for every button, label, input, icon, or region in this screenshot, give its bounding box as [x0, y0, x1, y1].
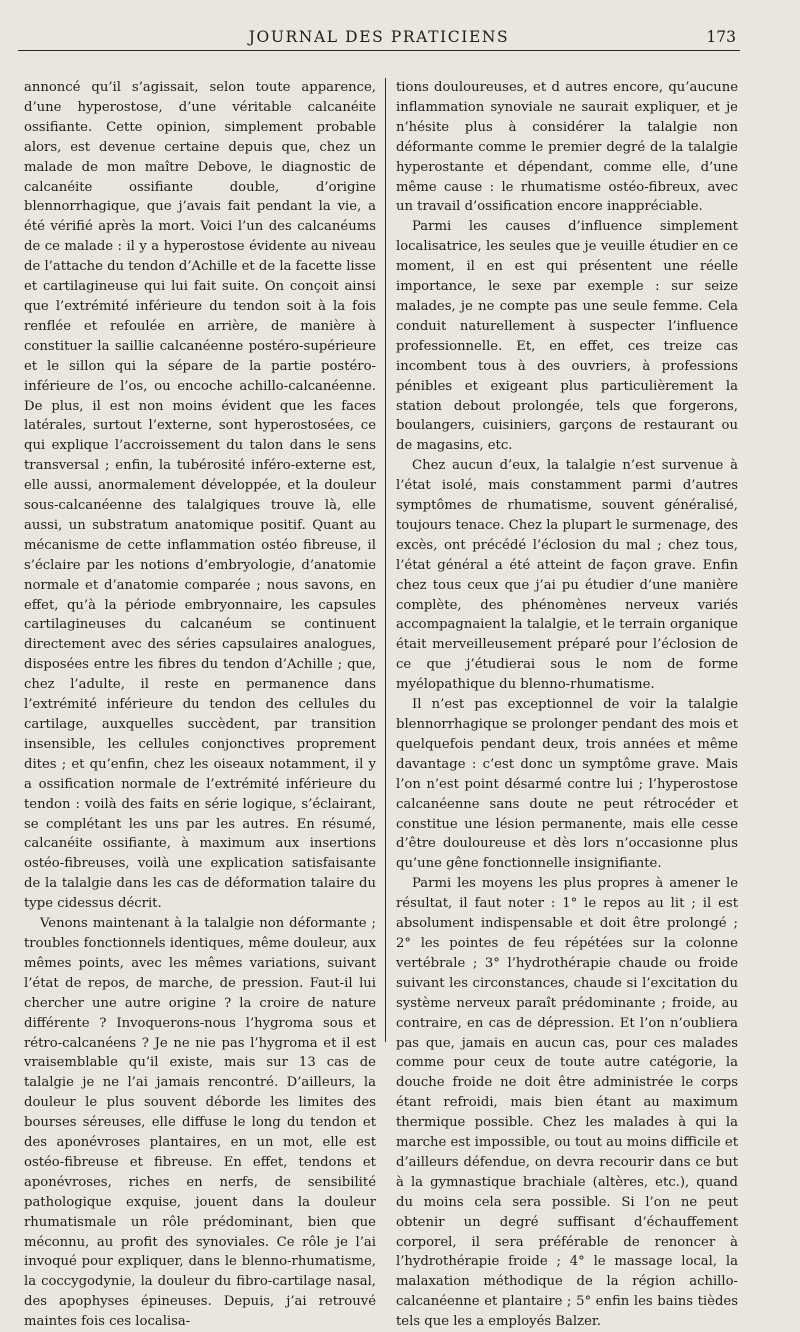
left-column — [24, 78, 376, 1332]
paragraph: Chez aucun d’eux, la talalgie n’est survenue à l’état isolé, mais constamment parmi d’autres symptômes de rhumatisme, souvent généralisé, toujours tenace. Chez la plupart le surmenage, des excès, ont précédé l’éclosion du mal ; chez tous, l’état général a été atteint de façon grave. Enfin chez tous ceux que j’ai pu étudier d’une manière complète, des phénomènes nerveux variés accompagnaient la talalgie, et le terrain organique était merveilleusement préparé pour l’éclosion de ce que j’étudierai sous le nom de forme myélopathique du blenno-rhumatisme. — [396, 458, 738, 693]
paragraph: Il n’est pas exceptionnel de voir la talalgie blennorrhagique se prolonger pendant des mois et quelquefois pendant deux, trois années et même davantage : c’est donc un symptôme grave. Mais l’on n’est point désarmé contre lui ; l’hyperostose calcanéenne sans doute ne peut rétrocéder et constitue une lésion permanente, mais elle cesse d’être douloureuse et dès lors n’occasionne plus qu’une gêne fonctionnelle insignifiante. — [396, 697, 738, 872]
header-rule — [18, 50, 740, 51]
paragraph: Parmi les causes d’influence simplement localisatrice, les seules que je veuille étudier en ce moment, il en est qui présentent une réelle importance, le sexe par exemple : sur seize malades, je ne compte pas une seule femme. Cela conduit naturellement à suspecter l’influence professionnelle. Et, en effet, ces treize cas incombent tous à des ouvriers, à professions pénibles et exigeant plus particulièrement la station debout prolongée, tels que forgerons, boulangers, cuisiniers, garçons de restaurant ou de magasins, etc. — [396, 219, 738, 454]
paragraph: tions douloureuses, et d autres encore, qu’aucune inflammation synoviale ne saurait expliquer, et je n’hésite plus à considérer la talalgie non déformante comme le premier degré de la talalgie hyperostante et dépendant, comme elle, d’une même cause : le rhumatisme ostéo-fibreux, avec un travail d’ossification encore inappréciable. — [396, 80, 738, 215]
journal-title: JOURNAL DES PRATICIENS — [248, 28, 510, 46]
running-header — [18, 28, 740, 50]
paragraph: Venons maintenant à la talalgie non déformante ; troubles fonctionnels identiques, même douleur, aux mêmes points, avec les mêmes variations, suivant l’état de repos, de marche, de pression. Faut-il lui chercher une autre origine ? la croire de nature différente ? Invoquerons-nous l’hygroma sous et rétro-calcanéens ? Je ne nie pas l’hygroma et il est vraisemblable qu’il existe, mais sur 13 cas de talalgie je ne l’ai jamais rencontré. D’ailleurs, la douleur le plus souvent déborde les limites des bourses séreuses, elle diffuse le long du tendon et des aponévroses plantaires, en un mot, elle est ostéo-fibreuse et fibreuse. En effet, tendons et aponévroses, riches en nerfs, de sensibilité pathologique exquise, jouent dans la douleur rhumatismale un rôle prédominant, bien que méconnu, au profit des synoviales. Ce rôle je l’ai invoqué pour expliquer, dans le blenno-rhumatisme, la coccygodynie, la douleur du fibro-cartilage nasal, des apophyses épineuses. Depuis, j’ai retrouvé maintes fois ces localisa- — [24, 916, 376, 1330]
column-divider — [385, 78, 386, 1042]
page-number: 173 — [706, 28, 736, 46]
paragraph: annoncé qu’il s’agissait, selon toute apparence, d’une hyperostose, d’une véritable calcanéite ossifiante. Cette opinion, simplement probable alors, est devenue certaine depuis que, chez un malade de mon maître Debove, le diagnostic de calcanéite ossifiante double, d’origine blennorrhagique, que j’avais fait pendant la vie, a été vérifié après la mort. Voici l’un des calcanéums de ce malade : il y a hyperostose évidente au niveau de l’attache du tendon d’Achille et de la facette lisse et cartilagineuse qui lui fait suite. On conçoit ainsi que l’extrémité inférieure du tendon soit à la fois renflée et refoulée en arrière, de manière à constituer la saillie calcanéenne postéro-supérieure et le sillon qui la sépare de la partie postéro-inférieure de l’os, ou encoche achillo-calcanéenne. De plus, il est non moins évident que les faces latérales, surtout l’externe, sont hyperostosées, ce qui explique l’accroissement du talon dans le sens transversal ; enfin, la tubérosité inféro-externe est, elle aussi, anormalement développée, et la douleur sous-calcanéenne des talalgiques trouve là, elle aussi, un substratum anatomique positif. Quant au mécanisme de cette inflammation ostéo fibreuse, il s’éclaire par les notions d’embryologie, d’anatomie normale et d’anatomie comparée ; nous savons, en effet, qu’à la période embryonnaire, les capsules cartilagineuses du calcanéum se continuent directement avec des séries capsulaires analogues, disposées entre les fibres du tendon d’Achille ; que, chez l’adulte, il reste en permanence dans l’extrémité inférieure du tendon des cellules du cartilage, auxquelles succèdent, par transition insensible, les cellules conjonctives proprement dites ; et qu’enfin, chez les oiseaux notamment, il y a ossification normale de l’extrémité inférieure du tendon : voilà des faits en série logique, s’éclairant, se complétant les uns par les autres. En résumé, calcanéite ossifiante, à maximum aux insertions ostéo-fibreuses, voilà une explication satisfaisante de la talalgie dans les cas de déformation talaire du type cidessus décrit. — [24, 80, 376, 912]
right-column — [396, 78, 738, 1332]
paragraph: Parmi les moyens les plus propres à amener le résultat, il faut noter : 1° le repos au lit ; il est absolument indispensable et doit être prolongé ; 2° les pointes de feu répétées sur la colonne vertébrale ; 3° l’hydrothérapie chaude ou froide suivant les circonstances, chaude si l’excitation du système nerveux paraît prédominante ; froide, au contraire, en cas de dépression. Et l’on n’oubliera pas que, jamais en aucun cas, pour ces malades comme pour ceux de toute autre catégorie, la douche froide ne doit être administrée le corps étant refroidi, mais bien étant au maximum thermique possible. Chez les malades à qui la marche est impossible, ou tout au moins difficile et d’ailleurs défendue, on devra recourir dans ce but à la gymnastique brachiale (altères, etc.), quand du moins cela sera possible. Si l’on ne peut obtenir un degré suffisant d’échauffement corporel, il sera préférable de renoncer à l’hydrothérapie froide ; 4° le massage local, la malaxation méthodique de la région achillo-calcanéenne et plantaire ; 5° enfin les bains tièdes tels que les a employés Balzer. — [396, 876, 738, 1330]
